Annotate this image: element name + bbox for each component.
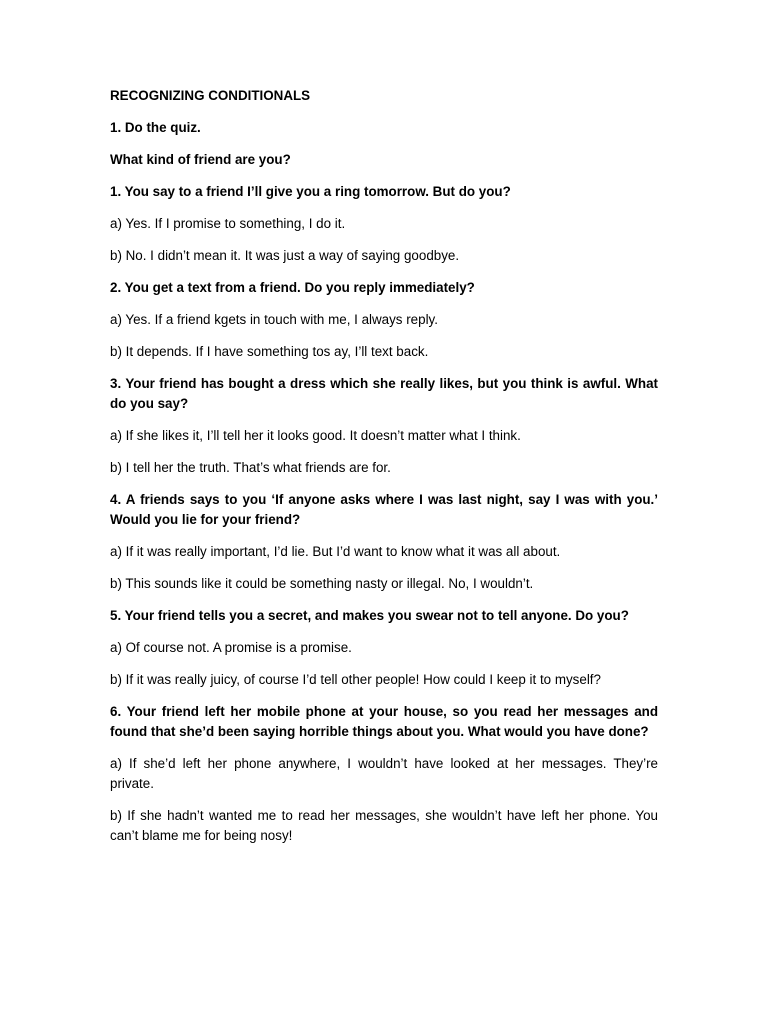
answer-6a: a) If she’d left her phone anywhere, I wouldn’t have looked at her messages. They’re private. [110,756,658,791]
question-2: 2. You get a text from a friend. Do you reply immediately? [110,280,475,295]
answer-6b: b) If she hadn’t wanted me to read her messages, she wouldn’t have left her phone. You can’t blame me for being nosy! [110,808,658,843]
answer-2b: b) It depends. If I have something tos ay, I’ll text back. [110,344,429,359]
question-4: 4. A friends says to you ‘If anyone asks where I was last night, say I was with you.’ Would you lie for your friend? [110,492,658,527]
question-6: 6. Your friend left her mobile phone at your house, so you read her messages and found that she’d been saying horrible things about you. What would you have done? [110,704,658,739]
answer-3a: a) If she likes it, I’ll tell her it looks good. It doesn’t matter what I think. [110,428,521,443]
document-body [110,86,658,858]
question-5: 5. Your friend tells you a secret, and makes you swear not to tell anyone. Do you? [110,608,629,623]
answer-3b: b) I tell her the truth. That’s what friends are for. [110,460,391,475]
question-1: 1. You say to a friend I’ll give you a ring tomorrow. But do you? [110,184,511,199]
answer-5a: a) Of course not. A promise is a promise. [110,640,352,655]
answer-1a: a) Yes. If I promise to something, I do it. [110,216,346,231]
question-3: 3. Your friend has bought a dress which she really likes, but you think is awful. What do you say? [110,376,658,411]
answer-4a: a) If it was really important, I’d lie. But I’d want to know what it was all about. [110,544,561,559]
document-title: RECOGNIZING CONDITIONALS [110,88,311,103]
answer-2a: a) Yes. If a friend kgets in touch with me, I always reply. [110,312,438,327]
answer-4b: b) This sounds like it could be something nasty or illegal. No, I wouldn’t. [110,576,534,591]
quiz-title: What kind of friend are you? [110,152,291,167]
answer-1b: b) No. I didn’t mean it. It was just a way of saying goodbye. [110,248,460,263]
answer-5b: b) If it was really juicy, of course I’d tell other people! How could I keep it to myself? [110,672,601,687]
instruction: 1. Do the quiz. [110,120,201,135]
